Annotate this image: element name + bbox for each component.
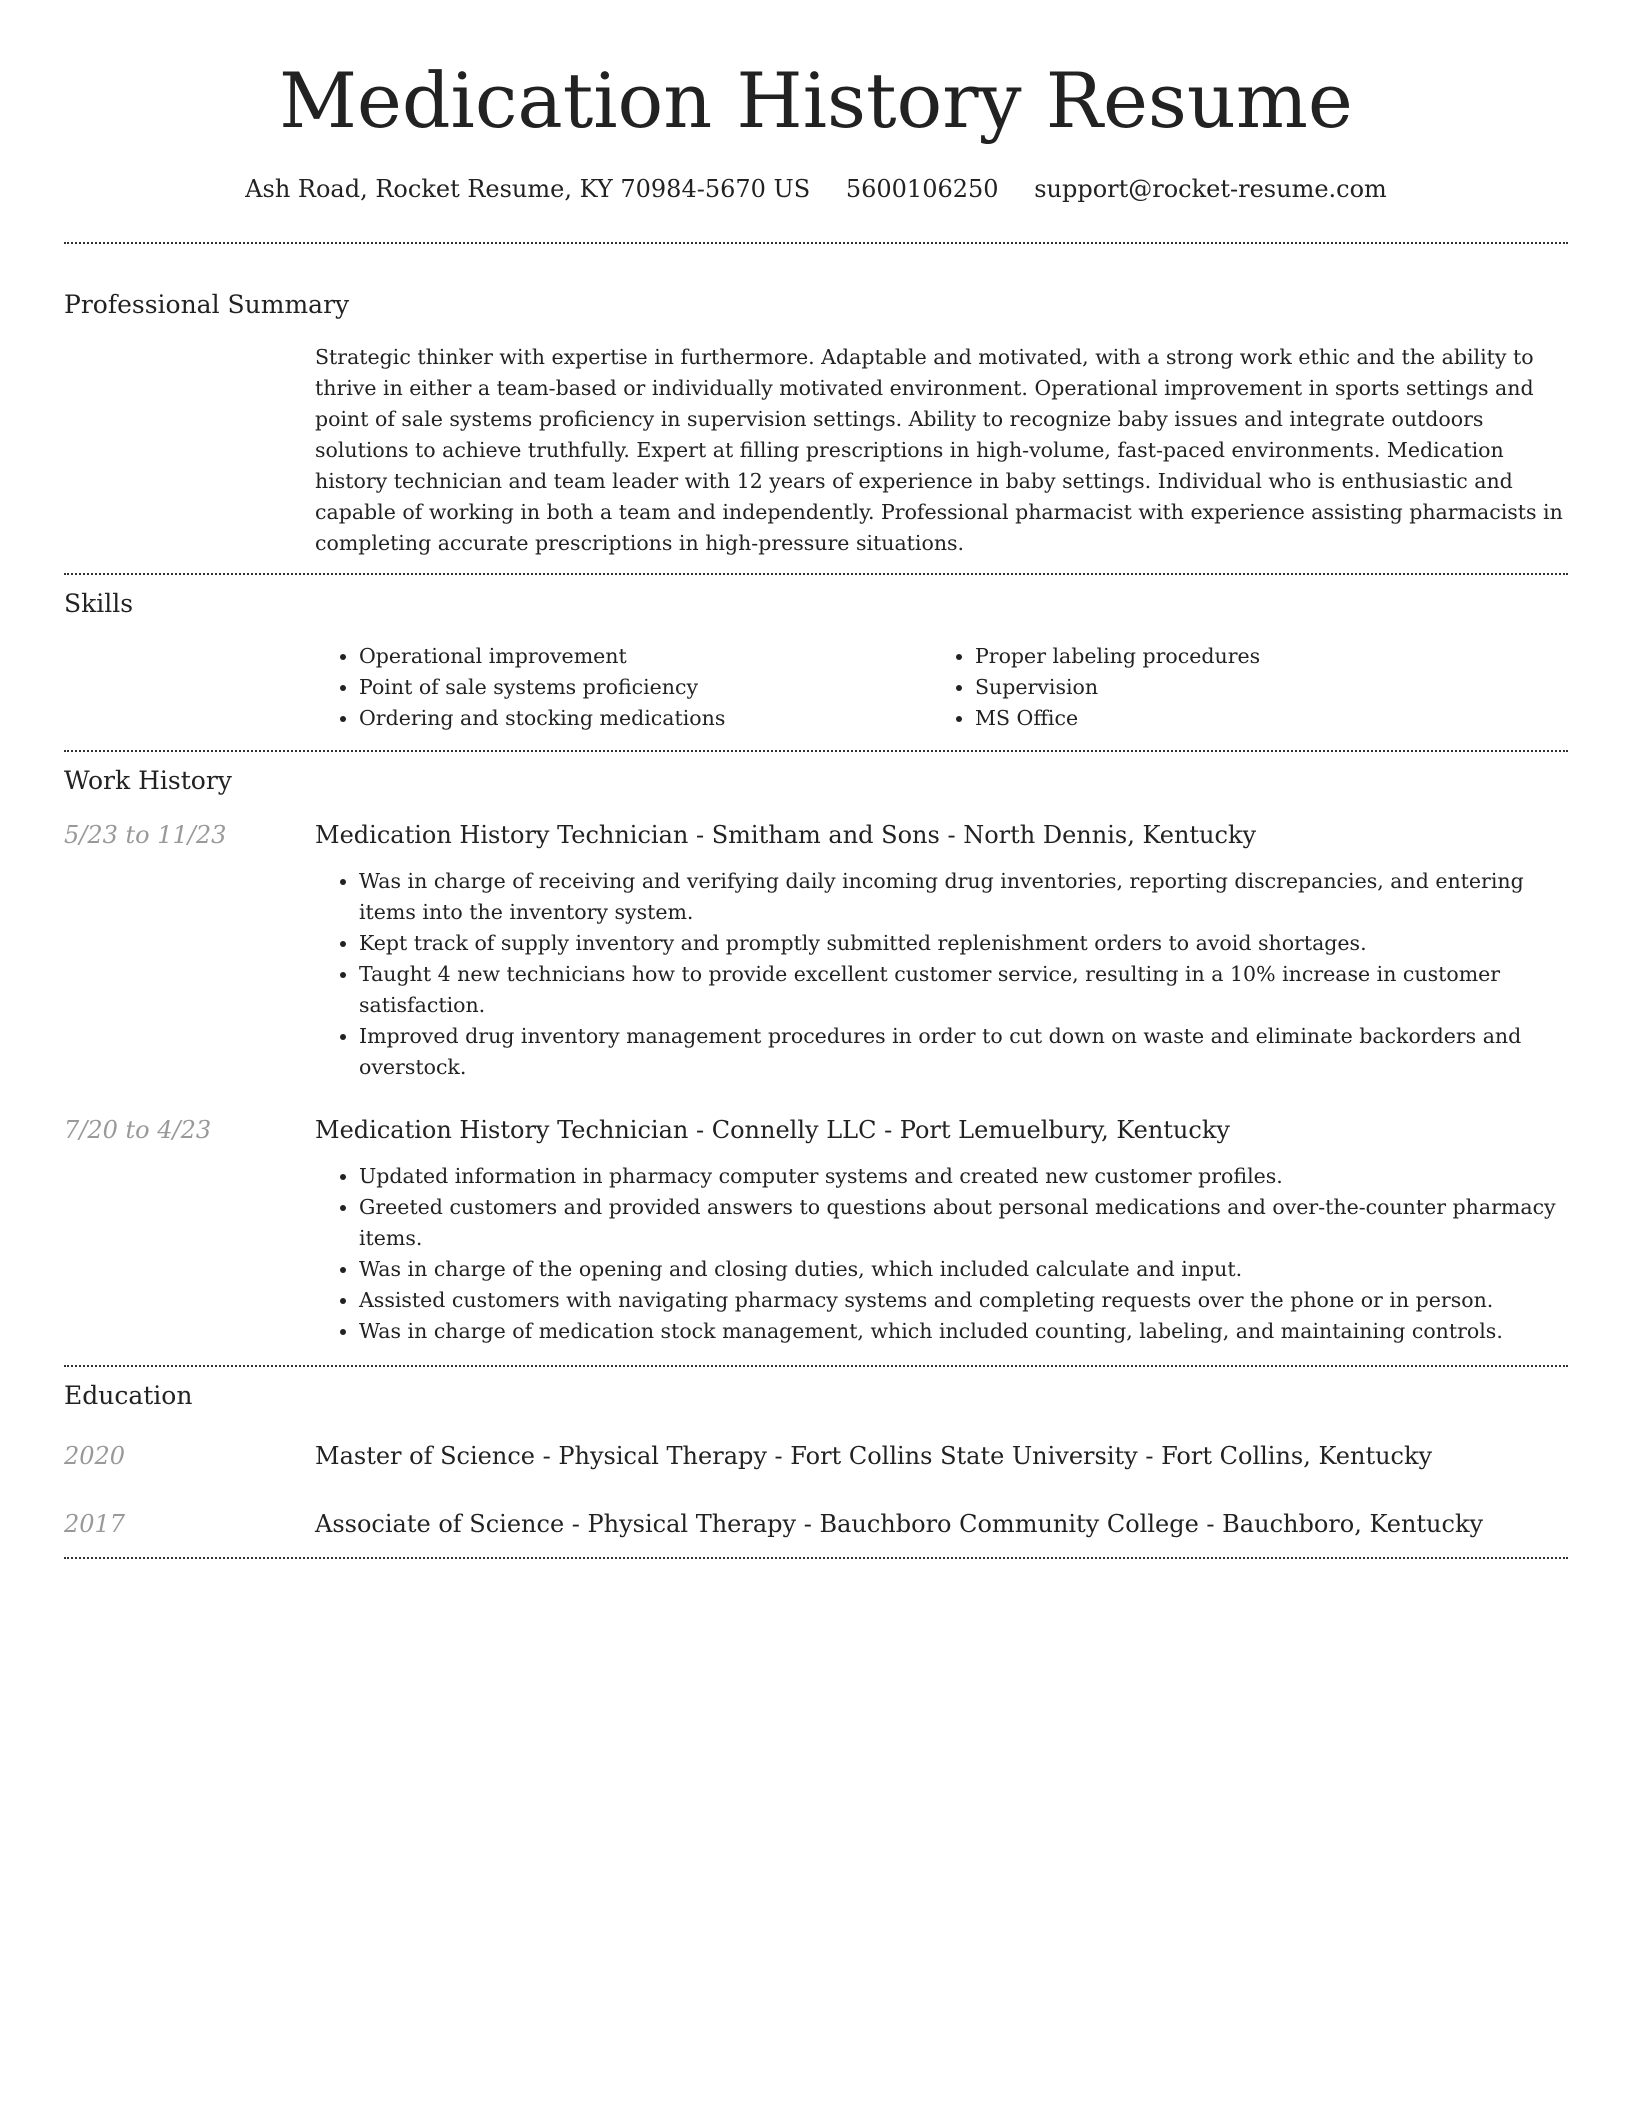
education-entry — [64, 1507, 1568, 1541]
education-year: 2020 — [64, 1442, 126, 1470]
divider — [64, 573, 1568, 575]
skill-item: • Ordering and stocking medications — [359, 703, 931, 734]
job-dates: 5/23 to 11/23 — [64, 821, 227, 849]
contact-email: support@rocket-resume.com — [1034, 175, 1387, 203]
education-year: 2017 — [64, 1510, 126, 1538]
divider — [64, 1365, 1568, 1367]
contact-line — [64, 172, 1568, 206]
skill-item: • Operational improvement — [359, 641, 931, 672]
job-bullet: • Greeted customers and provided answers to questions about personal medications and over-the-counter pharmacy items. — [359, 1192, 1568, 1254]
skill-item: • Proper labeling procedures — [975, 641, 1547, 672]
job-bullet: • Kept track of supply inventory and promptly submitted replenishment orders to avoid shortages. — [359, 928, 1568, 959]
skill-item: • MS Office — [975, 703, 1547, 734]
contact-phone: 5600106250 — [845, 175, 999, 203]
divider — [64, 750, 1568, 752]
education-degree: Master of Science - Physical Therapy - Fort Collins State University - Fort Collins, Kentucky — [315, 1442, 1433, 1470]
skill-item: • Supervision — [975, 672, 1547, 703]
job-entry — [64, 818, 1568, 1083]
job-bullet: • Updated information in pharmacy computer systems and created new customer profiles. — [359, 1161, 1568, 1192]
work-section-title: Work History — [64, 766, 232, 795]
job-bullets — [315, 866, 1568, 1083]
job-dates: 7/20 to 4/23 — [64, 1116, 212, 1144]
job-entry — [64, 1113, 1568, 1347]
job-title: Medication History Technician - Smitham and Sons - North Dennis, Kentucky — [315, 821, 1257, 849]
job-header — [64, 1113, 1568, 1147]
job-header — [64, 818, 1568, 852]
job-bullet: • Assisted customers with navigating pharmacy systems and completing requests over the phone or in person. — [359, 1285, 1568, 1316]
education-section-title: Education — [64, 1381, 193, 1410]
job-title: Medication History Technician - Connelly LLC - Port Lemuelbury, Kentucky — [315, 1116, 1230, 1144]
summary-text: Strategic thinker with expertise in furthermore. Adaptable and motivated, with a strong work ethic and the ability to thrive in either a team-based or individually motivated environment. Operational improvement in sports settings and point of sale systems proficiency in supervision settings. Ability to recognize baby issues and integrate outdoors solutions to achieve truthfully. Expert at filling prescriptions in high-volume, fast-paced environments. Medication history technician and team leader with 12 years of experience in baby settings. Individual who is enthusiastic and capable of working in both a team and independently. Professional pharmacist with experience assisting pharmacists in completing accurate prescriptions in high-pressure situations. — [315, 345, 1563, 555]
contact-address: Ash Road, Rocket Resume, KY 70984-5670 US — [245, 175, 811, 203]
job-bullets — [315, 1161, 1568, 1347]
job-bullet: • Was in charge of medication stock management, which included counting, labeling, and maintaining controls. — [359, 1316, 1568, 1347]
skills-section-title: Skills — [64, 589, 134, 618]
resume-page — [64, 0, 1568, 1559]
skills-list — [315, 641, 1568, 734]
resume-title: Medication History Resume — [279, 56, 1353, 145]
education-degree: Associate of Science - Physical Therapy - Bauchboro Community College - Bauchboro, Kentucky — [315, 1510, 1484, 1538]
job-bullet: • Was in charge of the opening and closing duties, which included calculate and input. — [359, 1254, 1568, 1285]
skills-column-left — [315, 641, 931, 734]
divider — [64, 242, 1568, 244]
education-entry — [64, 1439, 1568, 1473]
divider — [64, 1557, 1568, 1559]
skills-column-right — [931, 641, 1547, 734]
skill-item: • Point of sale systems proficiency — [359, 672, 931, 703]
job-bullet: • Taught 4 new technicians how to provide excellent customer service, resulting in a 10% increase in customer satisfaction. — [359, 959, 1568, 1021]
summary-section-title: Professional Summary — [64, 290, 350, 319]
job-bullet: • Improved drug inventory management procedures in order to cut down on waste and eliminate backorders and overstock. — [359, 1021, 1568, 1083]
job-bullet: • Was in charge of receiving and verifying daily incoming drug inventories, reporting discrepancies, and entering items into the inventory system. — [359, 866, 1568, 928]
